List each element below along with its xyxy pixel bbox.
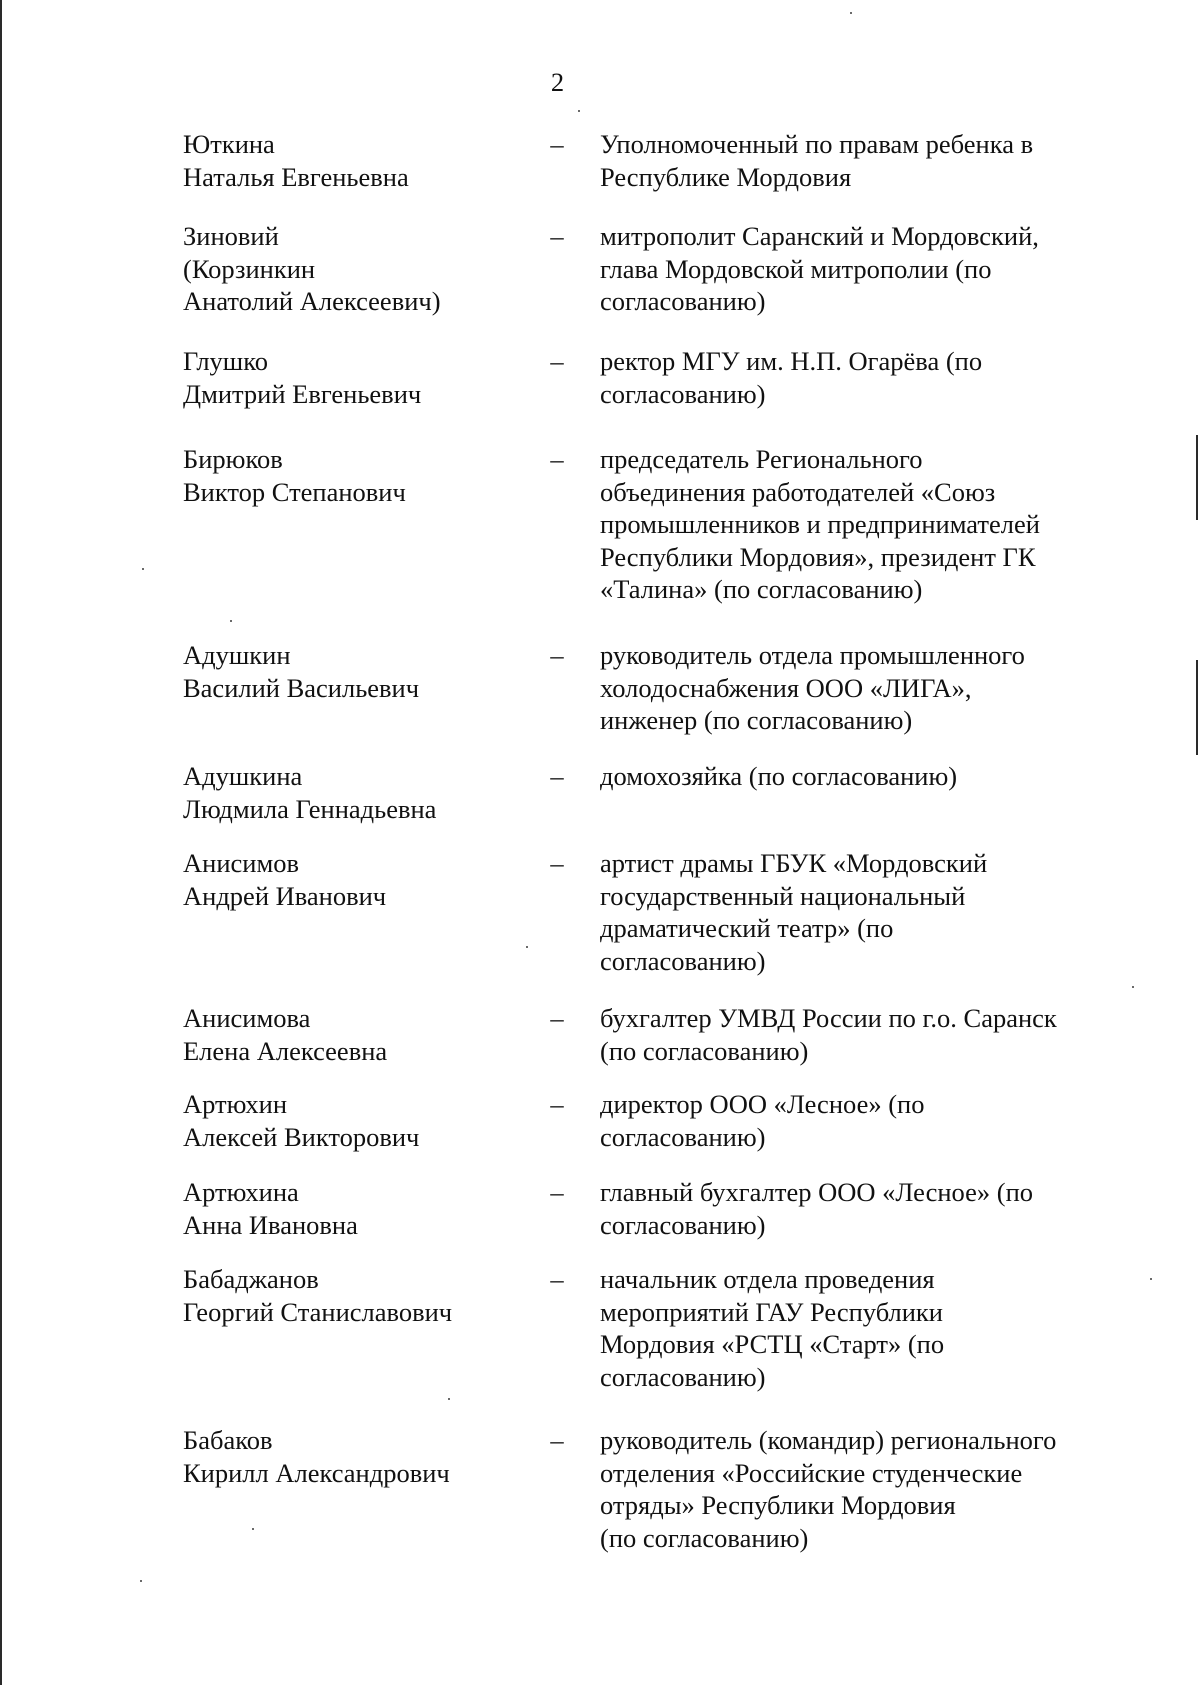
dash-separator: –: [550, 848, 564, 878]
dash-separator: –: [550, 221, 564, 251]
member-position: главный бухгалтер ООО «Лесное» (по согласованию): [600, 1177, 1034, 1240]
member-position: руководитель (командир) регионального отделения «Российские студенческие отряды» Республики Мордовия (по согласованию): [600, 1425, 1057, 1553]
dash-separator: –: [550, 1264, 564, 1294]
dash-separator: –: [550, 761, 564, 791]
member-position: ректор МГУ им. Н.П. Огарёва (по согласованию): [600, 346, 983, 409]
member-position: Уполномоченный по правам ребенка в Республике Мордовия: [600, 129, 1034, 192]
scan-right-edge-mark: [1196, 435, 1198, 520]
scan-speck: [448, 1398, 450, 1400]
dash-separator: –: [550, 1177, 564, 1207]
member-position: артист драмы ГБУК «Мордовский государственный национальный драматический театр» (по согласованию): [600, 848, 988, 976]
dash-separator: –: [550, 1003, 564, 1033]
member-name: Глушко Дмитрий Евгеньевич: [183, 346, 422, 409]
member-position: митрополит Саранский и Мордовский, глава Мордовской митрополии (по согласованию): [600, 221, 1039, 316]
dash-separator: –: [550, 346, 564, 376]
member-position: директор ООО «Лесное» (по согласованию): [600, 1089, 925, 1152]
scan-speck: [1150, 1278, 1152, 1280]
scan-speck: [1132, 986, 1134, 988]
dash-separator: –: [550, 129, 564, 159]
member-name: Зиновий (Корзинкин Анатолий Алексеевич): [183, 221, 441, 316]
member-name: Артюхин Алексей Викторович: [183, 1089, 420, 1152]
dash-separator: –: [550, 1089, 564, 1119]
scan-speck: [140, 1580, 142, 1582]
scan-speck: [142, 568, 144, 570]
scan-speck: [850, 12, 852, 14]
member-name: Артюхина Анна Ивановна: [183, 1177, 358, 1240]
member-name: Юткина Наталья Евгеньевна: [183, 129, 409, 192]
member-name: Анисимова Елена Алексеевна: [183, 1003, 388, 1066]
scan-left-edge: [0, 0, 2, 1685]
member-position: домохозяйка (по согласованию): [600, 761, 958, 791]
dash-separator: –: [550, 640, 564, 670]
scan-speck: [526, 946, 528, 948]
member-name: Адушкина Людмила Геннадьевна: [183, 761, 437, 824]
scan-speck: [578, 110, 580, 112]
member-name: Бабаджанов Георгий Станиславович: [183, 1264, 453, 1327]
member-name: Бирюков Виктор Степанович: [183, 444, 406, 507]
member-name: Анисимов Андрей Иванович: [183, 848, 387, 911]
scan-speck: [252, 1528, 254, 1530]
member-position: бухгалтер УМВД России по г.о. Саранск (по согласованию): [600, 1003, 1057, 1066]
scan-speck: [230, 620, 232, 622]
member-position: председатель Регионального объединения работодателей «Союз промышленников и предпринимателей Республики Мордовия», президент ГК «Талина» (по согласованию): [600, 444, 1040, 604]
scan-right-edge-mark: [1196, 660, 1198, 755]
member-position: начальник отдела проведения мероприятий ГАУ Республики Мордовия «РСТЦ «Старт» (по согласованию): [600, 1264, 945, 1392]
dash-separator: –: [550, 444, 564, 474]
member-name: Бабаков Кирилл Александрович: [183, 1425, 450, 1488]
page-number: 2: [550, 67, 565, 97]
member-name: Адушкин Василий Васильевич: [183, 640, 420, 703]
dash-separator: –: [550, 1425, 564, 1455]
member-position: руководитель отдела промышленного холодоснабжения ООО «ЛИГА», инженер (по согласованию): [600, 640, 1025, 735]
